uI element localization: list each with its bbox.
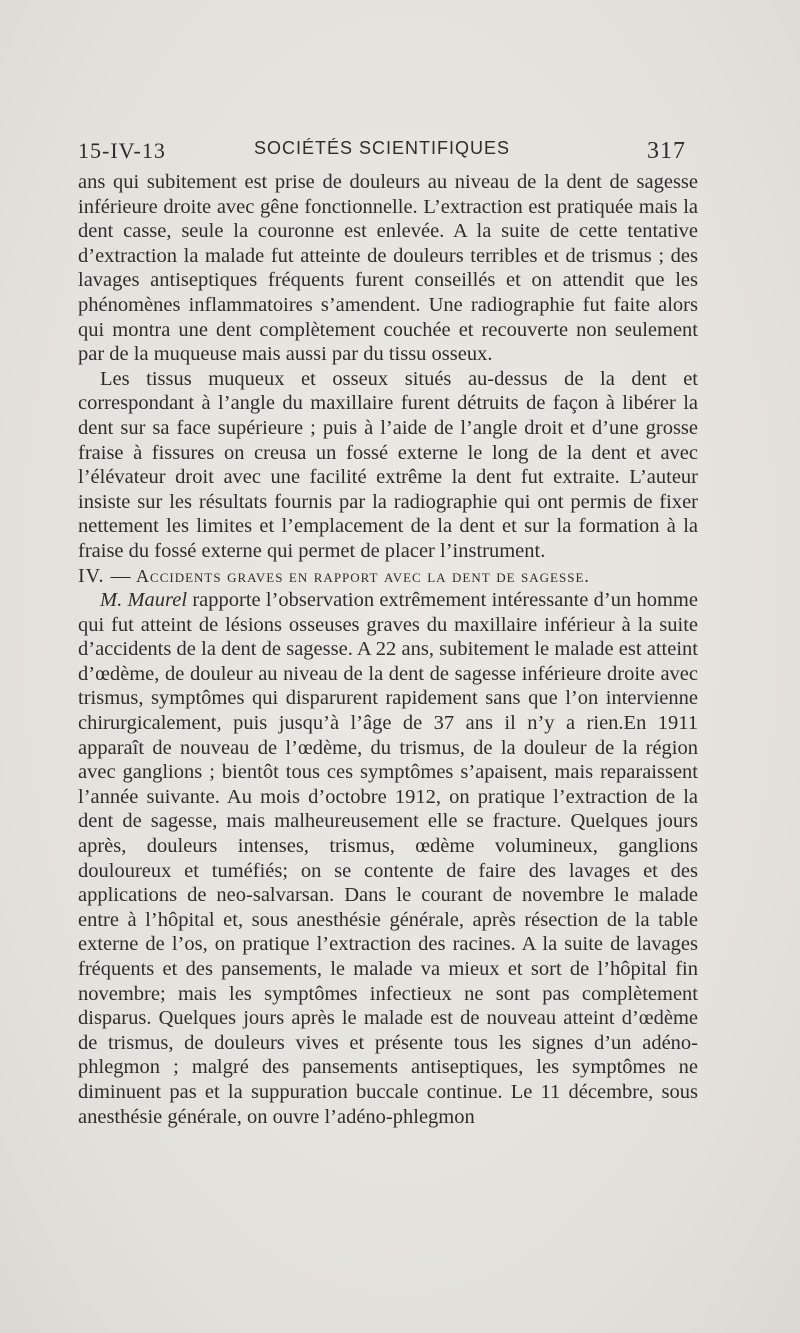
running-title: SOCIÉTÉS SCIENTIFIQUES	[253, 138, 511, 158]
body-text	[78, 170, 698, 1129]
section-number: IV. —	[78, 564, 132, 587]
page-number: 317	[647, 138, 686, 164]
section-title: Accidents graves en rapport avec la dent de sagesse.	[136, 565, 590, 586]
page-header	[78, 134, 686, 166]
paragraph-extraction-technique: Les tissus muqueux et osseux situés au-dessus de la dent et correspondant à l’angle du maxillaire furent détruits de façon à libérer la dent sur sa face supérieure ; puis à l’aide de l’angle droit et d’une grosse fraise à fissures on creusa un fossé externe le long de la dent et avec l’élévateur droit avec une facilité extrême la dent fut extraite. L’auteur insiste sur les résultats fournis par la radiographie qui ont permis de fixer nettement les limites et l’emplacement de la dent et sur la formation à la fraise du fossé externe qui permet de placer l’instrument.	[78, 367, 698, 562]
author-name: M. Maurel	[100, 589, 188, 612]
paragraph-continued: ans qui subitement est prise de douleurs au niveau de la dent de sagesse inférieure droite avec gêne fonctionnelle. L’extraction est pratiquée mais la dent casse, seule la couronne est enlevée. A la suite de cette tentative d’extraction la malade fut atteinte de douleurs terribles et de trismus ; des lavages antiseptiques fréquents furent conseillés et on attendit que les phénomènes inflammatoires s’amendent. Une radiographie fut faite alors qui montra une dent complètement couchée et recouverte non seulement par de la muqueuse mais aussi par du tissu osseux.	[78, 171, 698, 366]
observation-text: rapporte l’observation extrêmement intéressante d’un homme qui fut atteint de lésions osseuses graves du maxillaire inférieur à la suite d’accidents de la dent de sagesse. A 22 ans, subitement le malade est atteint d’œdème, de douleur au niveau de la dent de sagesse inférieure droite avec trismus, symptômes qui disparurent rapidement sans que l’on intervienne chirurgicalement, puis jusqu’à l’âge de 37 ans il n’y a rien.En 1911 apparaît de nouveau de l’œdème, du trismus, de la douleur de la région avec ganglions ; bientôt tous ces symptômes s’apaisent, mais reparaissent l’année suivante. Au mois d’octobre 1912, on pratique l’extraction de la dent de sagesse, mais malheureusement elle se fracture. Quelques jours après, douleurs intenses, trismus, œdème volumineux, ganglions douloureux et tuméfiés; on se contente de faire des lavages et des applications de neo-salvarsan. Dans le courant de novembre le malade entre à l’hôpital et, sous anesthésie générale, après résection de la table externe de l’os, on pratique l’extraction des racines. A la suite de lavages fréquents et des pansements, le malade va mieux et sort de l’hôpital fin novembre; mais les symptômes infectieux ne sont pas complètement disparus. Quelques jours après le malade est de nouveau atteint d’œdème de trismus, de douleurs vives et présente tous les signes d’un adéno-phlegmon ; malgré des pansements antiseptiques, les symptômes ne diminuent pas et la suppuration buccale continue. Le 11 décembre, sous anesthésie générale, on ouvre l’adéno-phlegmon	[78, 589, 698, 1128]
issue-date: 15-IV-13	[78, 138, 166, 163]
paragraph-maurel-observation	[78, 588, 698, 1129]
section-heading	[78, 564, 698, 589]
